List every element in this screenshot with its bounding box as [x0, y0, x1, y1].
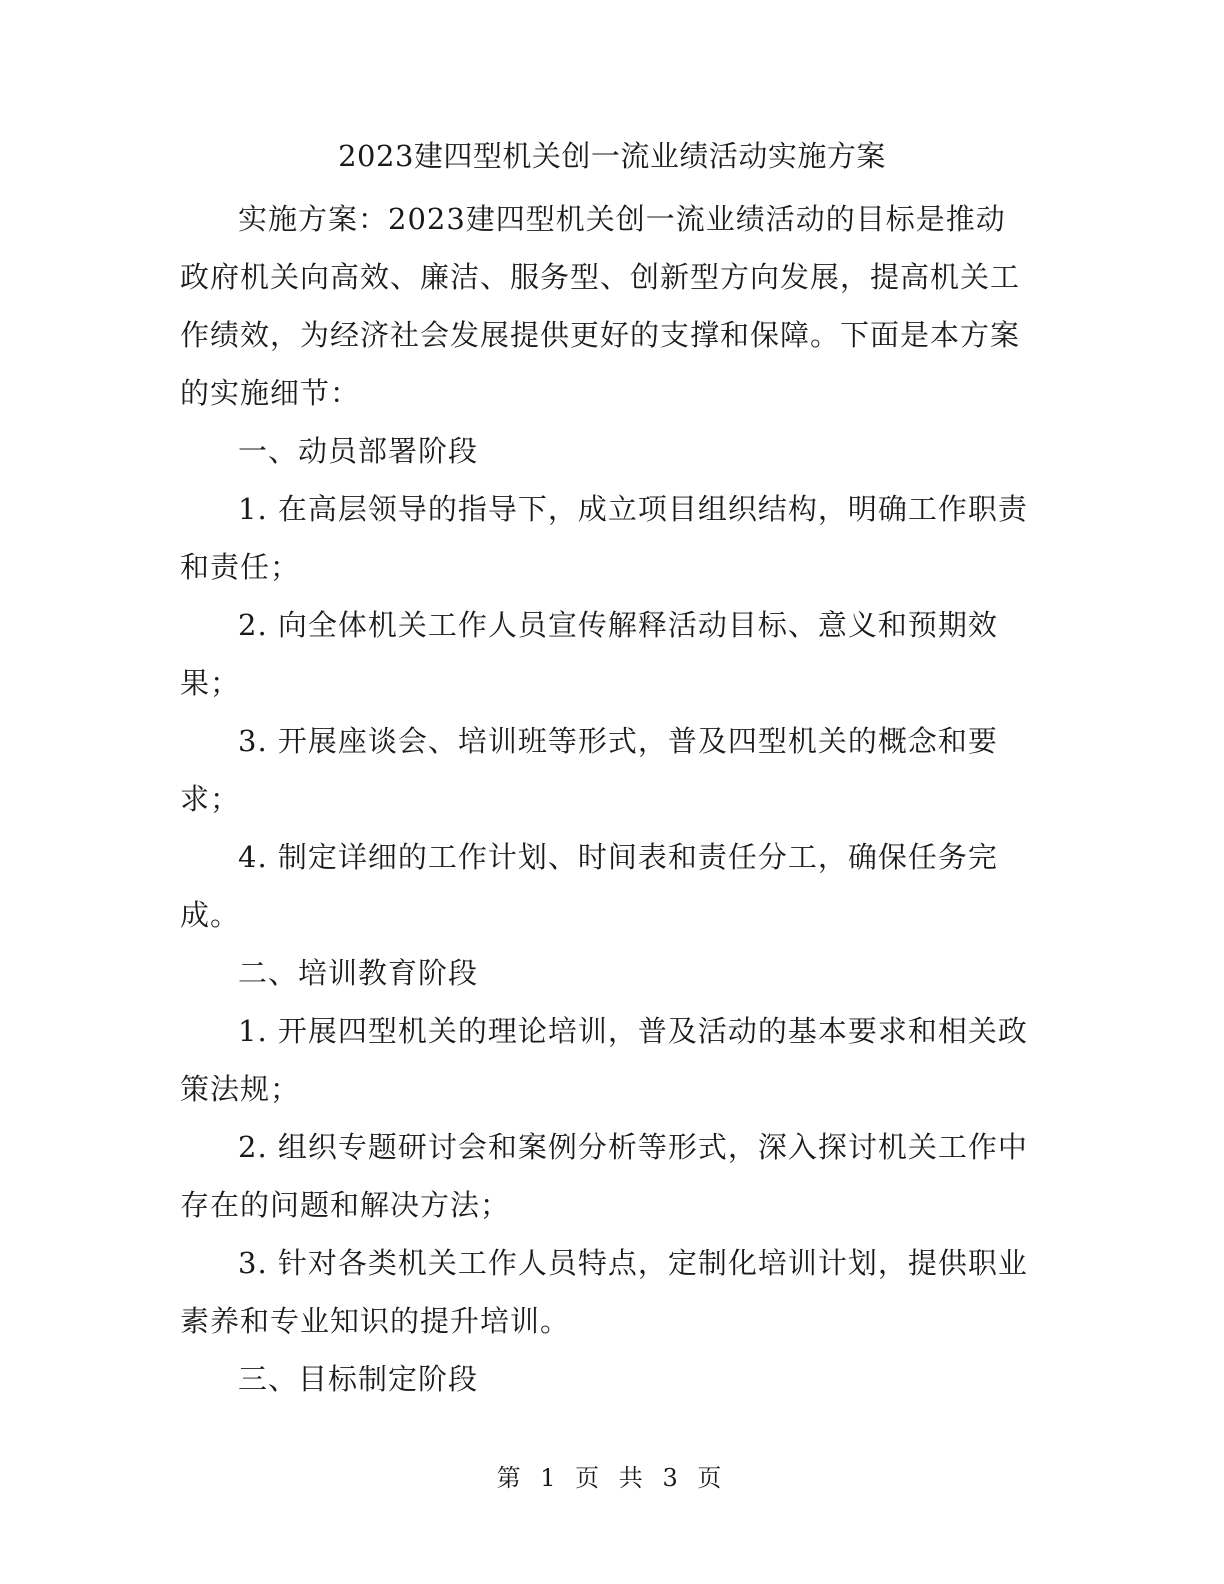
intro-paragraph: 实施方案：2023建四型机关创一流业绩活动的目标是推动政府机关向高效、廉洁、服务型、创新型方向发展，提高机关工作绩效，为经济社会发展提供更好的支撑和保障。下面是本方案的实施细节：: [180, 202, 1021, 410]
list-item: 3. 开展座谈会、培训班等形式，普及四型机关的概念和要求；: [180, 724, 998, 816]
list-item: 1. 开展四型机关的理论培训，普及活动的基本要求和相关政策法规；: [180, 1014, 1028, 1106]
list-item: 1. 在高层领导的指导下，成立项目组织结构，明确工作职责和责任；: [180, 492, 1028, 584]
list-item: 3. 针对各类机关工作人员特点，定制化培训计划，提供职业素养和专业知识的提升培训。: [180, 1246, 1028, 1338]
document-body: [180, 190, 1032, 1408]
section-heading-1: 一、动员部署阶段: [238, 434, 479, 468]
list-item: 4. 制定详细的工作计划、时间表和责任分工，确保任务完成。: [180, 840, 998, 932]
page-number-footer: 第 1 页 共 3 页: [496, 1464, 728, 1492]
section-heading-2: 二、培训教育阶段: [238, 956, 479, 990]
section-heading-3: 三、目标制定阶段: [238, 1362, 479, 1396]
list-item: 2. 组织专题研讨会和案例分析等形式，深入探讨机关工作中存在的问题和解决方法；: [180, 1130, 1028, 1222]
document-title: 2023建四型机关创一流业绩活动实施方案: [338, 139, 886, 173]
list-item: 2. 向全体机关工作人员宣传解释活动目标、意义和预期效果；: [180, 608, 998, 700]
